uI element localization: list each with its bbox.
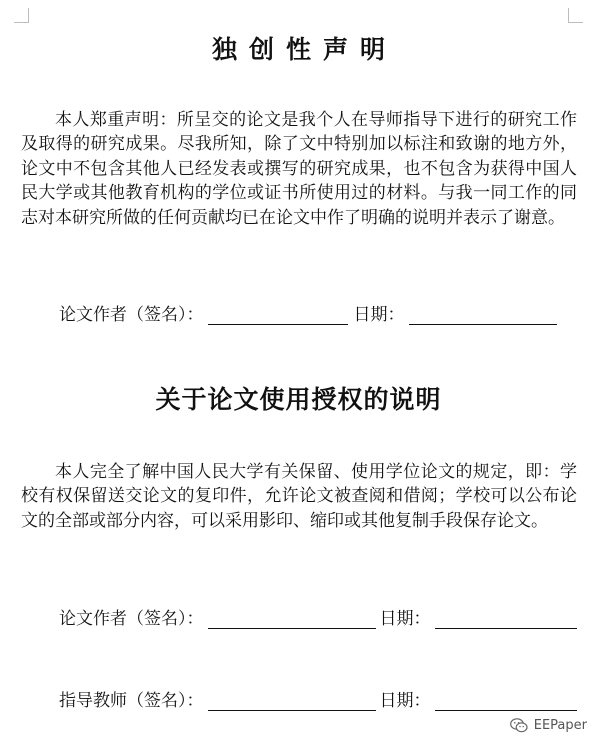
author-signature-label: 论文作者（签名）： [59, 305, 204, 325]
advisor-date-label: 日期： [379, 691, 431, 711]
date-line [409, 304, 557, 325]
declaration-body: 本人郑重声明：所呈交的论文是我个人在导师指导下进行的研究工作及取得的研究成果。尽我所知，除了文中特别加以标注和致谢的地方外，论文中不包含其他人已经发表或撰写的研究成果，也不包含为获得中国人民大学或其他教育机构的学位或证书所使用过的材料。与我一同工作的同志对本研究所做的任何贡献均已在论文中作了明确的说明并表示了谢意。 [21, 110, 577, 228]
author-signature-line [208, 304, 348, 325]
authorization-advisor-row [59, 689, 577, 713]
advisor-signature-line [208, 690, 376, 711]
author-signature-label: 论文作者（签名）： [59, 609, 204, 629]
authorization-title: 关于论文使用授权的说明 [155, 385, 442, 414]
author-signature-line [208, 608, 376, 629]
declaration-title: 独创性声明 [211, 35, 397, 64]
advisor-signature-label: 指导教师（签名）： [59, 691, 204, 711]
watermark [510, 718, 587, 733]
crop-mark-top-right [568, 8, 583, 23]
author-date-line [435, 608, 577, 629]
authorization-author-row [59, 607, 577, 631]
wechat-icon [510, 718, 528, 733]
declaration-signature-row [59, 303, 557, 327]
date-label: 日期： [353, 305, 405, 325]
advisor-date-line [435, 690, 577, 711]
crop-mark-top-left [14, 8, 29, 23]
author-date-label: 日期： [379, 609, 431, 629]
watermark-text: EEPaper [533, 718, 587, 733]
authorization-body: 本人完全了解中国人民大学有关保留、使用学位论文的规定，即：学校有权保留送交论文的复印件，允许论文被查阅和借阅；学校可以公布论文的全部或部分内容，可以采用影印、缩印或其他复制手段保存论文。 [21, 462, 577, 531]
